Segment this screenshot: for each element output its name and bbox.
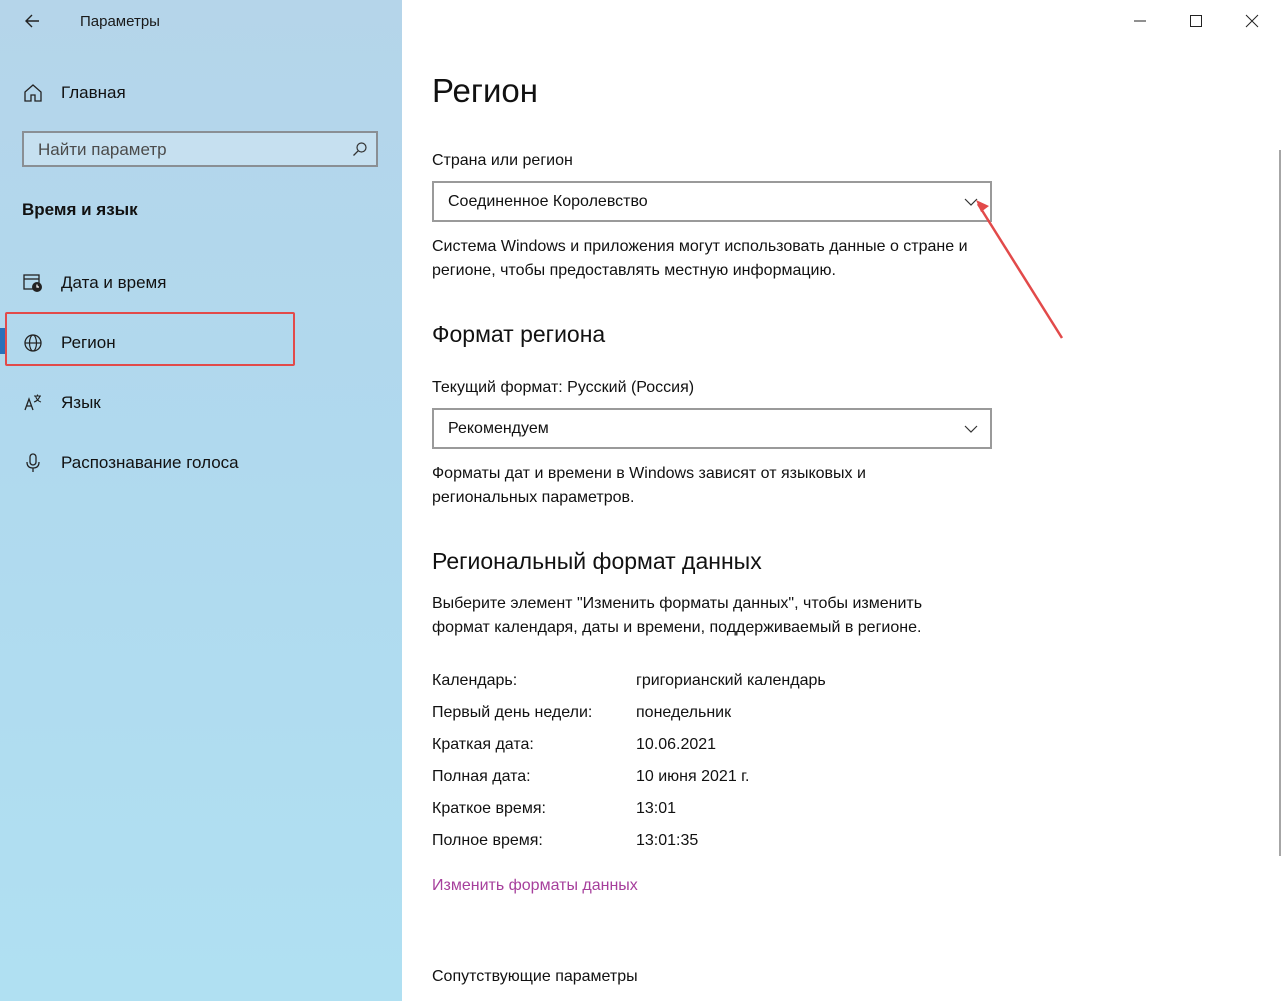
country-label: Страна или регион [432, 152, 573, 169]
nav-speech[interactable] [0, 440, 400, 486]
search-box[interactable] [22, 131, 378, 167]
short-time-value: 13:01 [636, 800, 677, 817]
change-formats-link[interactable]: Изменить форматы данных [432, 877, 638, 894]
close-icon [1245, 14, 1259, 28]
format-description: Форматы дат и времени в Windows зависят от языковых и региональных параметров. [432, 465, 866, 506]
country-description: Система Windows и приложения могут использовать данные о стране и регионе, чтобы предоставлять местную информацию. [432, 238, 968, 279]
main-content [402, 0, 1283, 1001]
app-title: Параметры [80, 13, 160, 30]
data-format-description: Выберите элемент "Изменить форматы данных", чтобы изменить формат календаря, даты и времени, поддерживаемый в регионе. [432, 595, 923, 636]
nav-date-time[interactable] [0, 260, 400, 306]
home-icon [22, 82, 44, 104]
first-day-value: понедельник [636, 704, 732, 721]
format-value: Рекомендуем [448, 420, 549, 437]
first-day-label: Первый день недели: [432, 704, 593, 721]
nav-speech-label: Распознавание голоса [61, 453, 239, 472]
long-time-value: 13:01:35 [636, 832, 699, 849]
short-date-value: 10.06.2021 [636, 736, 717, 753]
chevron-down-icon [964, 424, 978, 434]
format-heading: Формат региона [432, 321, 606, 347]
nav-region-label: Регион [61, 333, 116, 352]
minimize-button[interactable] [1112, 0, 1168, 42]
calendar-clock-icon [22, 272, 44, 294]
back-arrow-icon [18, 6, 48, 36]
current-format-label: Текущий формат: Русский (Россия) [432, 379, 695, 396]
scrollbar[interactable] [1279, 150, 1281, 856]
short-time-label: Краткое время: [432, 800, 546, 817]
maximize-icon [1189, 14, 1203, 28]
maximize-button[interactable] [1168, 0, 1224, 42]
country-dropdown[interactable] [432, 181, 992, 222]
long-time-label: Полное время: [432, 832, 543, 849]
calendar-label: Календарь: [432, 672, 518, 689]
country-value: Соединенное Королевство [448, 193, 648, 210]
annotation-arrow [962, 190, 1072, 350]
section-title: Время и язык [22, 200, 138, 219]
calendar-value: григорианский календарь [636, 672, 826, 689]
nav-language[interactable] [0, 380, 400, 426]
language-icon [22, 392, 44, 414]
search-icon [352, 141, 368, 157]
page-title: Регион [432, 72, 538, 109]
format-dropdown[interactable] [432, 408, 992, 449]
short-date-label: Краткая дата: [432, 736, 534, 753]
data-format-heading: Региональный формат данных [432, 548, 762, 574]
close-button[interactable] [1224, 0, 1280, 42]
nav-home[interactable] [0, 70, 400, 116]
microphone-icon [22, 452, 44, 474]
back-button[interactable] [18, 6, 48, 36]
region-highlight-box [5, 312, 295, 366]
nav-home-label: Главная [61, 83, 126, 102]
nav-date-time-label: Дата и время [61, 273, 167, 292]
long-date-label: Полная дата: [432, 768, 531, 785]
nav-language-label: Язык [61, 393, 101, 412]
long-date-value: 10 июня 2021 г. [636, 768, 750, 785]
sidebar [0, 0, 402, 1001]
search-input[interactable] [24, 133, 350, 167]
related-settings-heading: Сопутствующие параметры [432, 968, 638, 985]
minimize-icon [1133, 14, 1147, 28]
